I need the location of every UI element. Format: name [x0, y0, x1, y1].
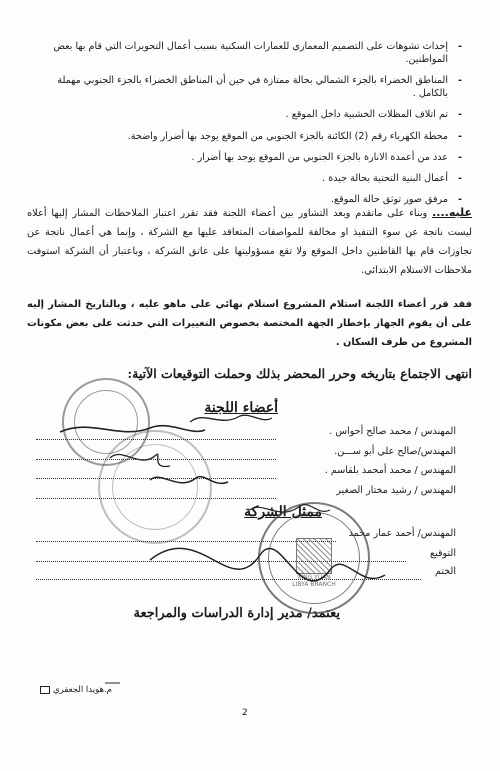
decision-paragraph: فقد قرر أعضاء اللجنة استلام المشروع استلام نهائي على ماهو عليه ، وبالتاريخ المشار إليه على أن يقوم الجهاز بإخطار الجهة المختصة بخصوص التغييرات التي حدثت على بعض مكونات المشروع من طرف السكان . [27, 299, 472, 348]
member-name: المهندس / رشيد مختار الصغير [336, 485, 456, 496]
observation-item: - تم اتلاف المظلات الخشبية داخل الموقع . [32, 108, 462, 121]
seal-text: XING YUAN LIBYA BRANCH [292, 574, 336, 588]
observation-item: - المناطق الخضراء بالجزء الشمالي بحالة ممتازة في حين أن المناطق الخضراء بالجزء الجنوبي مهملة بالكامل . [32, 74, 462, 100]
conclusion-lead: عليه.... [432, 206, 472, 219]
member-name: المهندس/صالح علي أبو ســـن. [334, 446, 456, 457]
conclusion-text: وبناء على ماتقدم وبعد التشاور بين أعضاء اللجنة فقد تقرر اعتبار الملاحظات المشار إليها أعلاه ليست ناتجة عن سوء التنفيذ او مخالفة للمواصفات المتعاقد عليها مع الشركة ، وإنما هي أعمال ناتجة عن تجاوزات قام بها القاطنين داخل الموقع ولا تقع مسؤوليتها على عاتق الشركة ، وباعتبار أن الشركة استوفت ملاحظات الاستلام الابتدائي. [27, 208, 472, 276]
company-rep-name: المهندس/ أحمد عمار محمد [348, 528, 456, 539]
page-number: 2 [242, 708, 248, 718]
observation-item: - مرفق صور توثق حالة الموقع. [32, 193, 462, 206]
member-name: المهندس / محمد أمحمد بلقاسم . [324, 465, 456, 476]
approval-statement: يعتمد/ مدير إدارة الدراسات والمراجعة [133, 606, 340, 621]
company-title: ممثل الشركة [244, 504, 322, 520]
seal-label: الختم [434, 566, 456, 577]
committee-title: أعضاء اللجنة [204, 400, 278, 416]
signature-label: التوقيع [429, 548, 456, 559]
closing-statement: انتهى الاجتماع بتاريخه وحرر المحضر بذلك وحملت التوقيعات الآتية: [127, 366, 472, 381]
observation-item: - عدد من أعمدة الانارة بالجزء الجنوبي من الموقع يوجد بها أضرار . [32, 151, 462, 164]
observation-item: - محطة الكهرباء رقم (2) الكائنة بالجزء الجنوبي من الموقع يوجد بها أضرار واضحة. [32, 130, 462, 143]
preparer-name: م.هويدا الجعفري [53, 685, 112, 695]
observation-item: - إحداث تشوهات على التصميم المعماري للعمارات السكنية بسبب أعمال التحويرات التي قام بها بعض المواطنين. [32, 40, 462, 66]
observation-item: - أعمال البنية التحتية بحالة جيدة . [32, 172, 462, 185]
member-name: المهندس / محمد صالح أحواس . [329, 426, 456, 437]
